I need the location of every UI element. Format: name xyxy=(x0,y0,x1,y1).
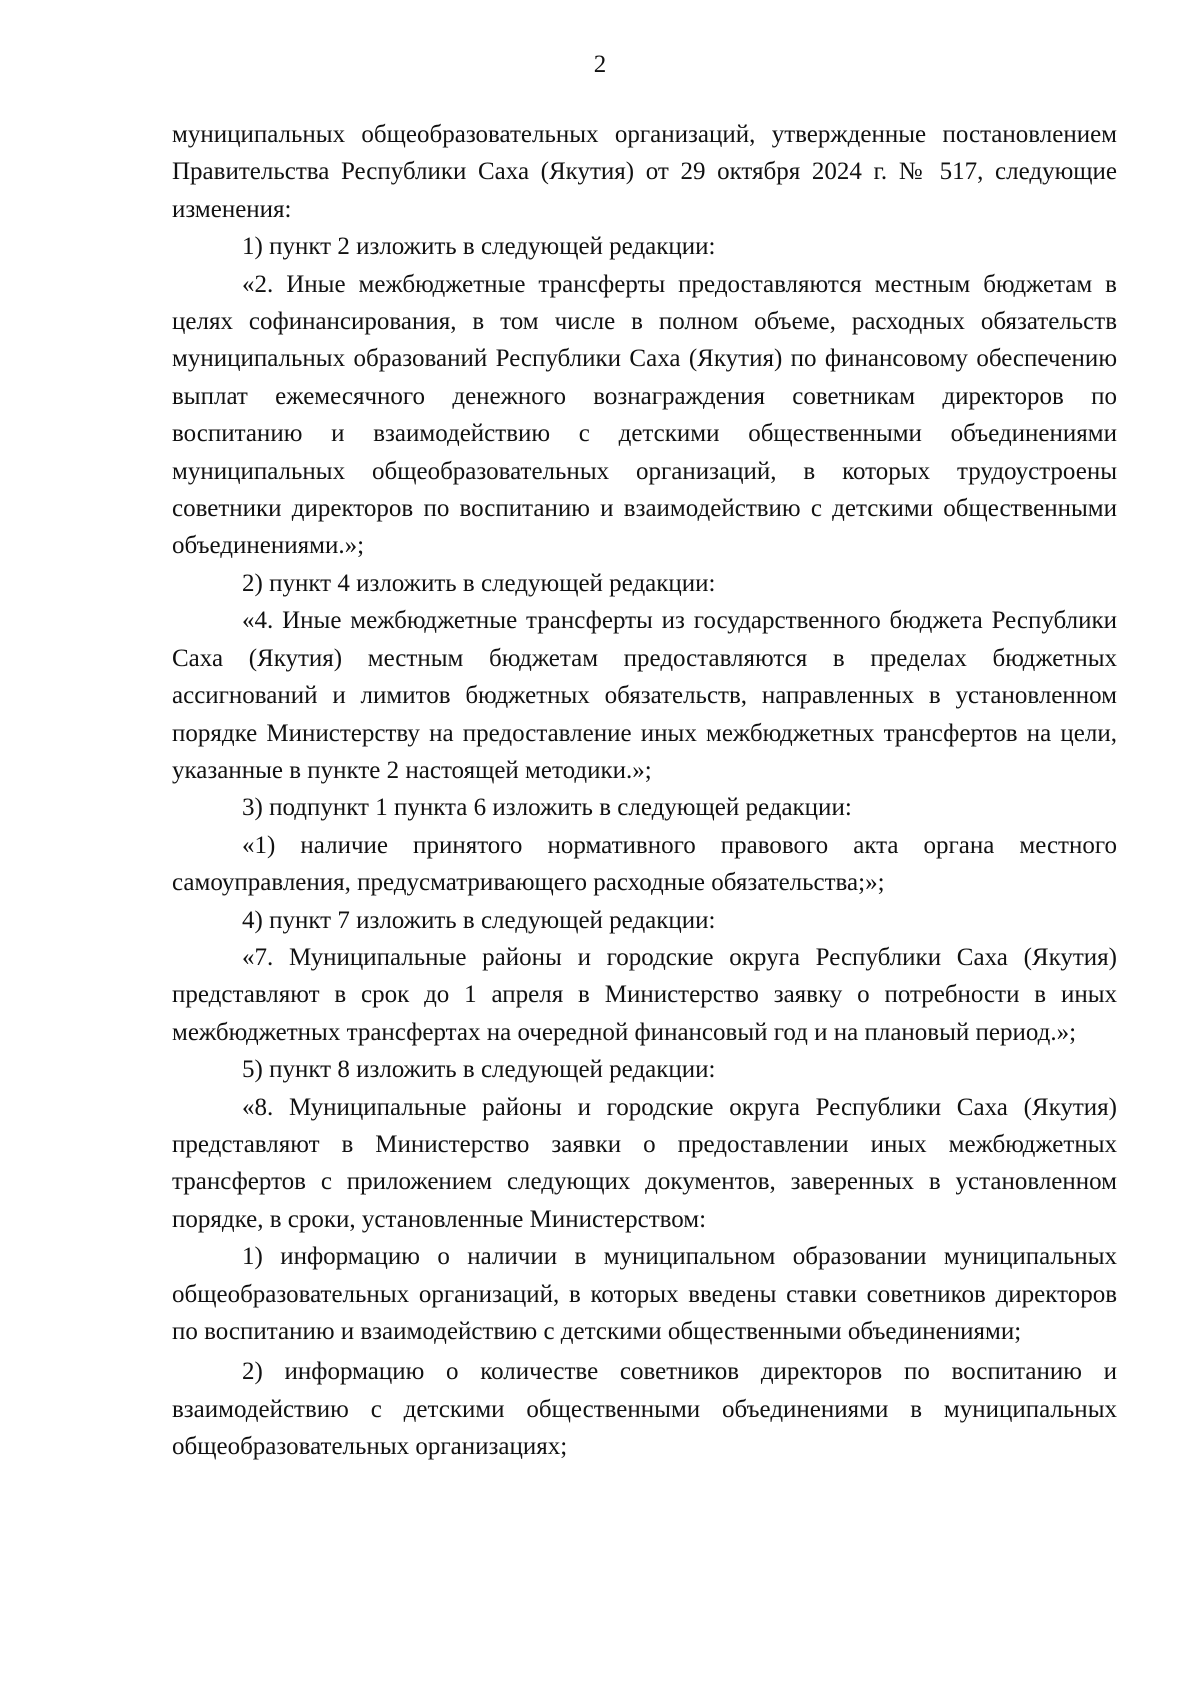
paragraph-intro: муниципальных общеобразовательных организаций, утвержденные постановлением Правительства Республики Саха (Якутия) от 29 октября 2024 г. № 517, следующие изменения: xyxy=(172,121,1117,223)
document-body xyxy=(172,116,1117,1466)
page-number: 2 xyxy=(593,51,607,78)
paragraph-point-8-text: «8. Муниципальные районы и городские округа Республики Саха (Якутия) представляют в Министерство заявки о предоставлении иных межбюджетных трансфертов с приложением следующих документов, заверенных в установленном порядке, в сроки, установленные Министерством: xyxy=(172,1093,1117,1233)
paragraph-item-4-heading: 4) пункт 7 изложить в следующей редакции: xyxy=(242,906,716,934)
paragraph-item-5-heading: 5) пункт 8 изложить в следующей редакции: xyxy=(242,1056,716,1084)
paragraph-point-7-text: «7. Муниципальные районы и городские округа Республики Саха (Якутия) представляют в срок до 1 апреля в Министерство заявку о потребности в иных межбюджетных трансфертах на очередной финансовый год и на плановый период.»; xyxy=(172,943,1117,1046)
paragraph-item-2-heading: 2) пункт 4 изложить в следующей редакции: xyxy=(242,569,716,597)
paragraph-item-3-heading: 3) подпункт 1 пункта 6 изложить в следующей редакции: xyxy=(242,794,852,822)
paragraph-item-1-heading: 1) пункт 2 изложить в следующей редакции: xyxy=(242,233,716,261)
paragraph-subpoint-1-text: «1) наличие принятого нормативного правового акта органа местного самоуправления, предусматривающего расходные обязательства;»; xyxy=(172,831,1117,897)
paragraph-document-1: 1) информацию о наличии в муниципальном образовании муниципальных общеобразовательных организаций, в которых введены ставки советников директоров по воспитанию и взаимодействию с детскими общественными объединениями; xyxy=(172,1243,1117,1345)
paragraph-point-4-text: «4. Иные межбюджетные трансферты из государственного бюджета Республики Саха (Якутия) местным бюджетам предоставляются в пределах бюджетных ассигнований и лимитов бюджетных обязательств, направленных в установленном порядке Министерству на предоставление иных межбюджетных трансфертов на цели, указанные в пункте 2 настоящей методики.»; xyxy=(172,607,1117,784)
paragraph-point-2-text: «2. Иные межбюджетные трансферты предоставляются местным бюджетам в целях софинансирования, в том числе в полном объеме, расходных обязательств муниципальных образований Республики Саха (Якутия) по финансовому обеспечению выплат ежемесячного денежного вознаграждения советникам директоров по воспитанию и взаимодействию с детскими общественными объединениями муниципальных общеобразовательных организаций, в которых трудоустроены советники директоров по воспитанию и взаимодействию с детскими общественными объединениями.»; xyxy=(172,270,1117,560)
paragraph-document-2: 2) информацию о количестве советников директоров по воспитанию и взаимодействию с детскими общественными объединениями в муниципальных общеобразовательных организациях; xyxy=(172,1358,1117,1461)
